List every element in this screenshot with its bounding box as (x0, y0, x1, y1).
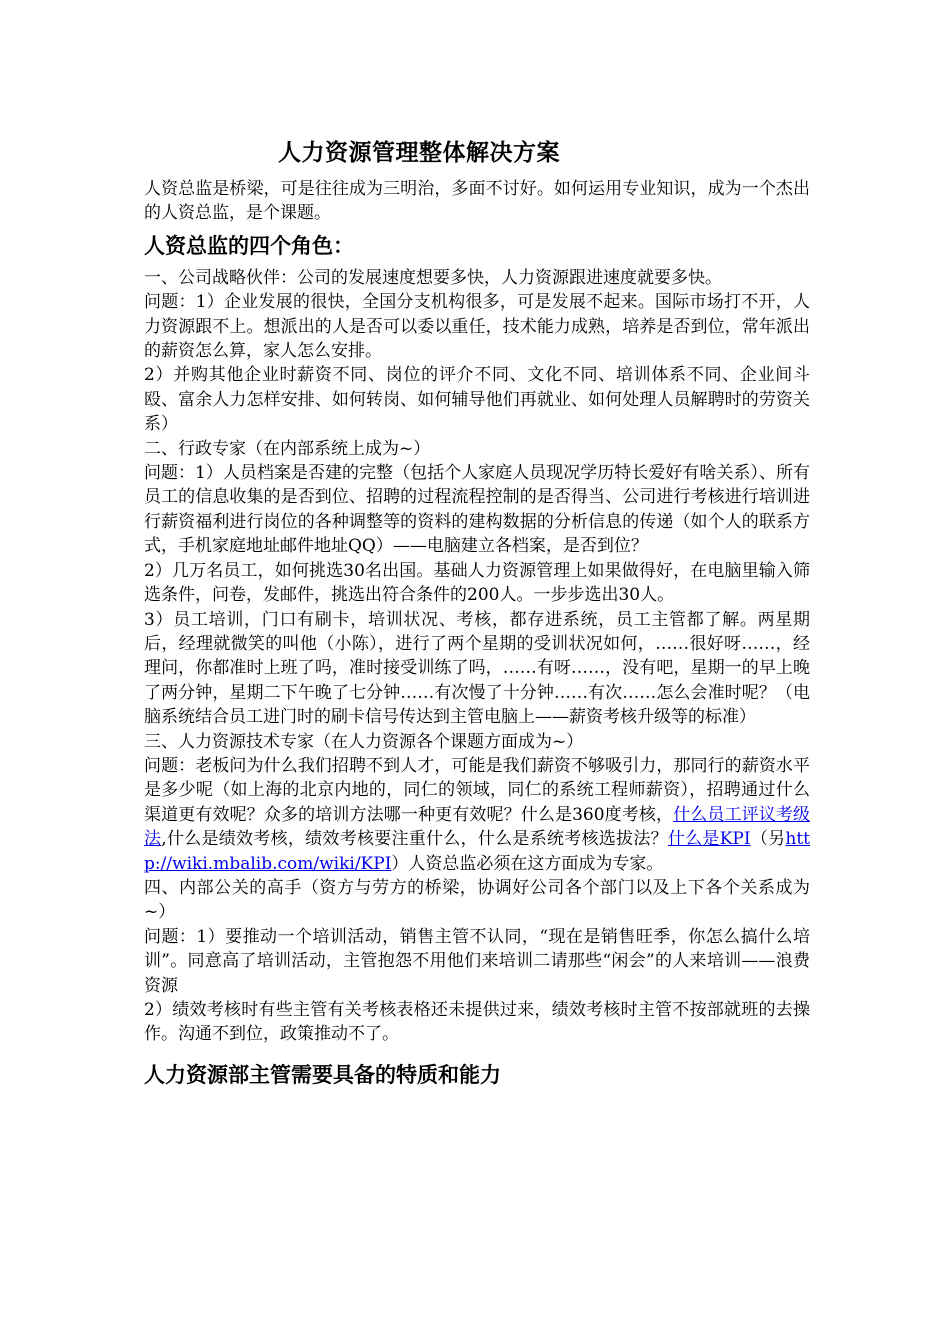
text-segment: ）人资总监必须在这方面成为专家。 (391, 853, 664, 874)
link-employee-evaluation[interactable]: 什么员工评议考级法 (144, 804, 811, 850)
paragraph-role-2-question-2: 2）几万名员工，如何挑选30名出国。基础人力资源管理上如果做得好，在电脑里输入筛选条件，问卷，发邮件，挑选出符合条件的200人。一步步选出30人。 (144, 560, 810, 606)
paragraph-role-3-question (144, 754, 810, 876)
document-page (144, 130, 810, 1095)
text-segment: 问题：老板问为什么我们招聘不到人才，可能是我们薪资不够吸引力，那同行的薪资水平是多少呢（如上海的北京内地的，同仁的领域，同仁的系统工程师薪资），招聘通过什么渠道更有效呢？众多的培训方法哪一种更有效呢？什么是360度考核， (144, 755, 810, 825)
paragraph-role-1: 一、公司战略伙伴：公司的发展速度想要多快，人力资源跟进速度就要多快。 (144, 267, 722, 288)
paragraph-role-4-question-1: 问题：1）要推动一个培训活动，销售主管不认同，“现在是销售旺季，你怎么搞什么培训”。同意高了培训活动，主管抱怨不用他们来培训二请那些“闲会”的人来培训——浪费资源 (144, 926, 810, 996)
paragraph-role-1-question-1: 问题：1）企业发展的很快，全国分支机构很多，可是发展不起来。国际市场打不开，人力资源跟不上。想派出的人是否可以委以重任，技术能力成熟，培养是否到位，常年派出的薪资怎么算，家人怎么安排。 (144, 292, 810, 362)
text-segment: （另 (750, 829, 786, 850)
link-what-is-kpi[interactable]: 什么是KPI (667, 829, 751, 850)
document-title: 人力资源管理整体解决方案 (278, 139, 560, 166)
intro-paragraph: 人资总监是桥梁，可是往往成为三明治，多面不讨好。如何运用专业知识，成为一个杰出的人资总监，是个课题。 (144, 179, 810, 224)
paragraph-role-2-question-1: 问题：1）人员档案是否建的完整（包括个人家庭人员现况学历特长爱好有啥关系）、所有员工的信息收集的是否到位、招聘的过程流程控制的是否得当、公司进行考核进行培训进行薪资福利进行岗位的各种调整等的资料的建构数据的分析信息的传递（如个人的联系方式，手机家庭地址邮件地址QQ）——电脑建立各档案，是否到位？ (144, 463, 810, 557)
paragraph-role-4: 四、内部公关的高手（资方与劳方的桥梁，协调好公司各个部门以及上下各个关系成为~） (144, 877, 810, 923)
paragraph-role-4-question-2: 2）绩效考核时有些主管有关考核表格还未提供过来，绩效考核时主管不按部就班的去操作。沟通不到位，政策推动不了。 (144, 1000, 810, 1045)
paragraph-role-2: 二、行政专家（在内部系统上成为~） (144, 438, 431, 459)
link-kpi-url[interactable]: http://wiki.mbalib.com/wiki/KPI (144, 829, 811, 874)
paragraph-role-2-question-3: 3）员工培训，门口有刷卡，培训状况、考核，都存进系统，员工主管都了解。两星期后，经理就微笑的叫他（小陈），进行了两个星期的受训状况如何，……很好呀……，经理问，你都准时上班了吗，准时接受训练了吗，……有呀……，没有吧，星期一的早上晚了两分钟，星期二下午晚了七分钟……有次慢了十分钟……有次……怎么会准时呢？（电脑系统结合员工进门时的刷卡信号传达到主管电脑上——薪资考核升级等的标准） (144, 609, 810, 728)
section-heading-supervisor-traits: 人力资源部主管需要具备的特质和能力 (144, 1061, 501, 1087)
paragraph-role-3: 三、人力资源技术专家（在人力资源各个课题方面成为~） (144, 731, 584, 752)
section-heading-four-roles: 人资总监的四个角色： (144, 232, 354, 258)
paragraph-role-1-question-2: 2）并购其他企业时薪资不同、岗位的评介不同、文化不同、培训体系不同、企业间斗殴、富余人力怎样安排、如何转岗、如何辅导他们再就业、如何处理人员解聘时的劳资关系） (144, 365, 810, 435)
text-segment: ,什么是绩效考核，绩效考核要注重什么，什么是系统考核选拔法？ (161, 829, 668, 850)
